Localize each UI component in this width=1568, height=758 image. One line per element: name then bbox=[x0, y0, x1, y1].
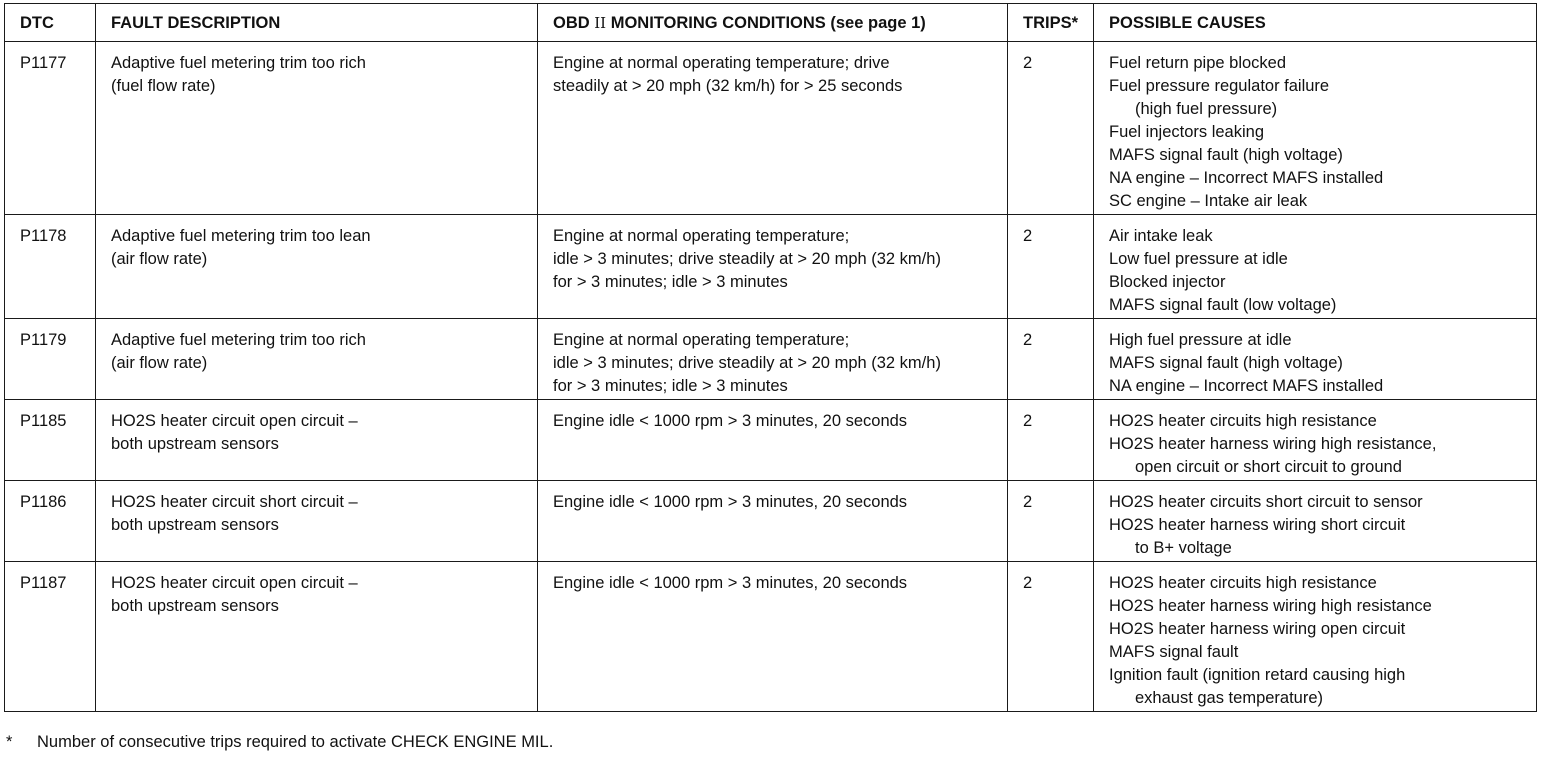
header-row bbox=[5, 4, 1537, 42]
fault-description-line: Adaptive fuel metering trim too rich bbox=[111, 331, 366, 349]
possible-causes bbox=[1094, 400, 1537, 481]
fault-description-line: Adaptive fuel metering trim too lean bbox=[111, 227, 371, 245]
fault-description bbox=[96, 481, 538, 562]
monitoring-conditions bbox=[538, 215, 1008, 319]
fault-description-line: (air flow rate) bbox=[111, 250, 208, 268]
fault-description-line: both upstream sensors bbox=[111, 516, 279, 534]
fault-description-line: (air flow rate) bbox=[111, 354, 208, 372]
possible-causes bbox=[1094, 562, 1537, 712]
possible-cause-line: Blocked injector bbox=[1109, 273, 1226, 291]
monitoring-conditions bbox=[538, 400, 1008, 481]
possible-cause-line: NA engine – Incorrect MAFS installed bbox=[1109, 169, 1384, 187]
footnote bbox=[6, 731, 553, 754]
monitoring-conditions bbox=[538, 319, 1008, 400]
monitoring-conditions bbox=[538, 42, 1008, 215]
fault-description bbox=[96, 319, 538, 400]
fault-description bbox=[96, 562, 538, 712]
table-row bbox=[5, 400, 1537, 481]
trips-count: 2 bbox=[1008, 562, 1094, 712]
possible-cause-line: Air intake leak bbox=[1109, 227, 1213, 245]
fault-description bbox=[96, 215, 538, 319]
dtc-code: P1187 bbox=[5, 562, 96, 712]
monitoring-condition-line: idle > 3 minutes; drive steadily at > 20 mph (32 km/h) bbox=[553, 250, 941, 268]
header-fault-description: FAULT DESCRIPTION bbox=[96, 4, 538, 42]
header-conditions-numeral: II bbox=[594, 14, 607, 32]
dtc-code: P1179 bbox=[5, 319, 96, 400]
fault-description-line: (fuel flow rate) bbox=[111, 77, 216, 95]
dtc-code: P1185 bbox=[5, 400, 96, 481]
possible-causes bbox=[1094, 319, 1537, 400]
table-row bbox=[5, 215, 1537, 319]
monitoring-condition-line: for > 3 minutes; idle > 3 minutes bbox=[553, 377, 788, 395]
possible-cause-line: HO2S heater circuits high resistance bbox=[1109, 412, 1377, 430]
monitoring-condition-line: Engine idle < 1000 rpm > 3 minutes, 20 seconds bbox=[553, 574, 908, 592]
trips-count: 2 bbox=[1008, 319, 1094, 400]
possible-cause-line: HO2S heater harness wiring short circuit bbox=[1109, 516, 1406, 534]
possible-cause-line: MAFS signal fault bbox=[1109, 643, 1239, 661]
monitoring-condition-line: idle > 3 minutes; drive steadily at > 20 mph (32 km/h) bbox=[553, 354, 941, 372]
monitoring-condition-line: Engine at normal operating temperature; bbox=[553, 227, 850, 245]
monitoring-conditions bbox=[538, 562, 1008, 712]
possible-cause-line: HO2S heater circuits high resistance bbox=[1109, 574, 1377, 592]
table-row bbox=[5, 481, 1537, 562]
monitoring-condition-line: steadily at > 20 mph (32 km/h) for > 25 seconds bbox=[553, 77, 903, 95]
possible-cause-line: exhaust gas temperature) bbox=[1135, 689, 1324, 707]
possible-causes bbox=[1094, 42, 1537, 215]
header-trips: TRIPS* bbox=[1008, 4, 1094, 42]
fault-description-line: Adaptive fuel metering trim too rich bbox=[111, 54, 366, 72]
possible-cause-line: SC engine – Intake air leak bbox=[1109, 192, 1308, 210]
monitoring-condition-line: Engine idle < 1000 rpm > 3 minutes, 20 seconds bbox=[553, 493, 908, 511]
monitoring-condition-line: for > 3 minutes; idle > 3 minutes bbox=[553, 273, 788, 291]
table-row bbox=[5, 42, 1537, 215]
dtc-code: P1178 bbox=[5, 215, 96, 319]
possible-cause-line: HO2S heater harness wiring high resistance bbox=[1109, 597, 1432, 615]
possible-cause-line: Low fuel pressure at idle bbox=[1109, 250, 1288, 268]
possible-cause-line: NA engine – Incorrect MAFS installed bbox=[1109, 377, 1384, 395]
possible-cause-line: to B+ voltage bbox=[1135, 539, 1232, 557]
possible-cause-line: HO2S heater harness wiring high resistance, bbox=[1109, 435, 1437, 453]
fault-description bbox=[96, 400, 538, 481]
monitoring-conditions bbox=[538, 481, 1008, 562]
dtc-table bbox=[4, 3, 1537, 712]
header-conditions-prefix: OBD bbox=[553, 14, 595, 32]
fault-description-line: HO2S heater circuit short circuit – bbox=[111, 493, 358, 511]
possible-cause-line: (high fuel pressure) bbox=[1135, 100, 1278, 118]
trips-count: 2 bbox=[1008, 481, 1094, 562]
possible-cause-line: High fuel pressure at idle bbox=[1109, 331, 1292, 349]
possible-cause-line: Fuel injectors leaking bbox=[1109, 123, 1264, 141]
header-possible-causes: POSSIBLE CAUSES bbox=[1094, 4, 1537, 42]
possible-cause-line: MAFS signal fault (low voltage) bbox=[1109, 296, 1337, 314]
dtc-code: P1186 bbox=[5, 481, 96, 562]
trips-count: 2 bbox=[1008, 400, 1094, 481]
trips-count: 2 bbox=[1008, 215, 1094, 319]
dtc-code: P1177 bbox=[5, 42, 96, 215]
possible-causes bbox=[1094, 481, 1537, 562]
fault-description-line: HO2S heater circuit open circuit – bbox=[111, 412, 358, 430]
fault-description bbox=[96, 42, 538, 215]
table-body bbox=[5, 42, 1537, 712]
monitoring-condition-line: Engine at normal operating temperature; drive bbox=[553, 54, 890, 72]
possible-cause-line: HO2S heater circuits short circuit to sensor bbox=[1109, 493, 1423, 511]
fault-description-line: HO2S heater circuit open circuit – bbox=[111, 574, 358, 592]
possible-cause-line: Fuel pressure regulator failure bbox=[1109, 77, 1330, 95]
header-conditions-suffix: MONITORING CONDITIONS (see page 1) bbox=[606, 14, 926, 32]
fault-description-line: both upstream sensors bbox=[111, 597, 279, 615]
footnote-mark: * bbox=[6, 733, 13, 751]
possible-cause-line: MAFS signal fault (high voltage) bbox=[1109, 354, 1343, 372]
table-row bbox=[5, 562, 1537, 712]
possible-cause-line: open circuit or short circuit to ground bbox=[1135, 458, 1402, 476]
possible-cause-line: Ignition fault (ignition retard causing high bbox=[1109, 666, 1406, 684]
table-row bbox=[5, 319, 1537, 400]
trips-count: 2 bbox=[1008, 42, 1094, 215]
possible-causes bbox=[1094, 215, 1537, 319]
fault-description-line: both upstream sensors bbox=[111, 435, 279, 453]
possible-cause-line: MAFS signal fault (high voltage) bbox=[1109, 146, 1343, 164]
possible-cause-line: Fuel return pipe blocked bbox=[1109, 54, 1287, 72]
possible-cause-line: HO2S heater harness wiring open circuit bbox=[1109, 620, 1406, 638]
monitoring-condition-line: Engine at normal operating temperature; bbox=[553, 331, 850, 349]
monitoring-condition-line: Engine idle < 1000 rpm > 3 minutes, 20 seconds bbox=[553, 412, 908, 430]
header-dtc: DTC bbox=[5, 4, 96, 42]
footnote-text: Number of consecutive trips required to activate CHECK ENGINE MIL. bbox=[37, 733, 554, 751]
header-monitoring-conditions bbox=[538, 4, 1008, 42]
table-header bbox=[5, 4, 1537, 42]
